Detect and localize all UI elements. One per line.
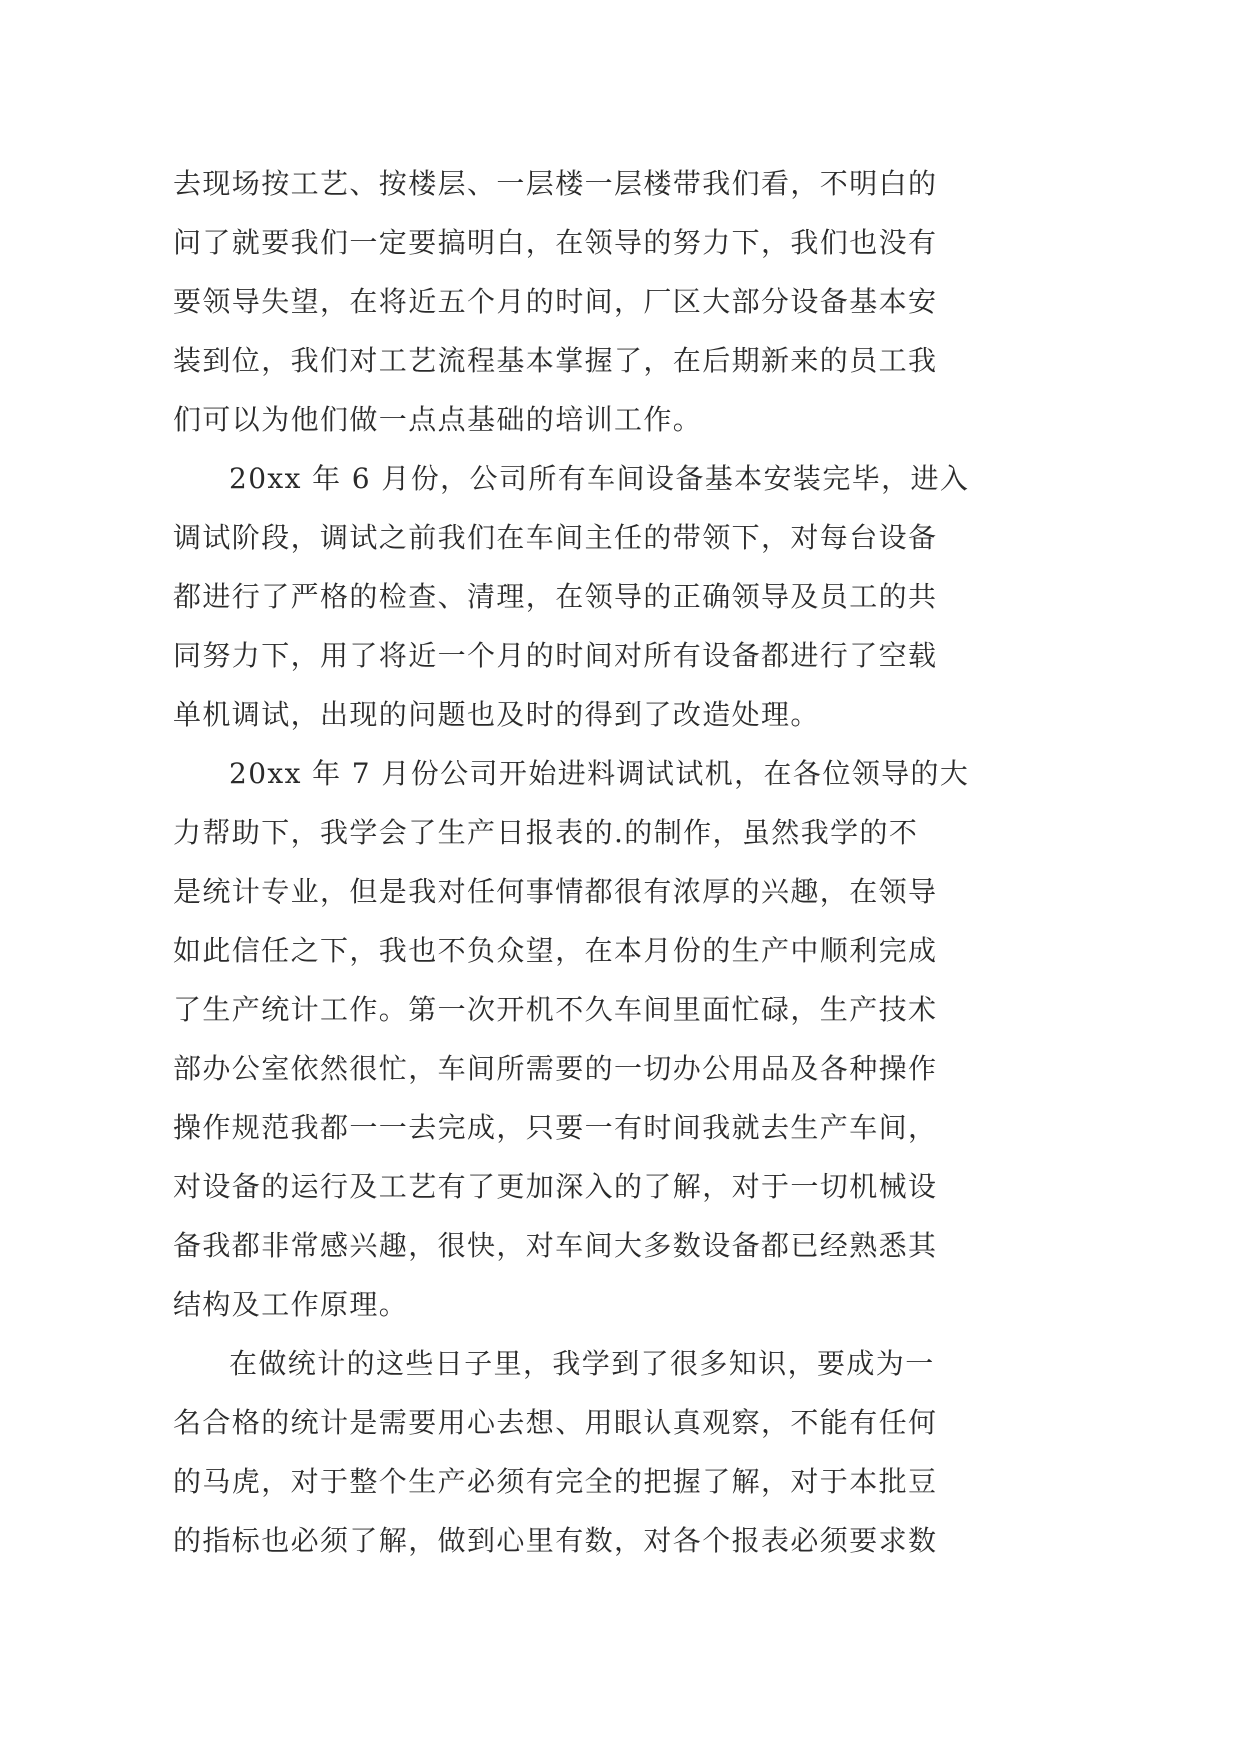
- text-line: 单机调试，出现的问题也及时的得到了改造处理。: [173, 698, 820, 731]
- text-line: 都进行了严格的检查、清理，在领导的正确领导及员工的共: [173, 580, 938, 613]
- paragraph-statistics: [173, 1334, 973, 1570]
- text-line: 要领导失望，在将近五个月的时间，厂区大部分设备基本安: [173, 285, 938, 318]
- text-line: 结构及工作原理。: [173, 1288, 409, 1321]
- text-line: 20xx 年 7 月份公司开始进料调试试机，在各位领导的大: [229, 757, 970, 790]
- text-line: 的指标也必须了解，做到心里有数，对各个报表必须要求数: [173, 1524, 938, 1557]
- text-line: 装到位，我们对工艺流程基本掌握了，在后期新来的员工我: [173, 344, 938, 377]
- text-line: 问了就要我们一定要搞明白，在领导的努力下，我们也没有: [173, 226, 938, 259]
- text-line: 对设备的运行及工艺有了更加深入的了解，对于一切机械设: [173, 1170, 938, 1203]
- text-line: 如此信任之下，我也不负众望，在本月份的生产中顺利完成: [173, 934, 938, 967]
- text-line: 力帮助下，我学会了生产日报表的.的制作，虽然我学的不: [173, 816, 919, 849]
- paragraph-continued: [173, 154, 973, 449]
- text-line: 了生产统计工作。第一次开机不久车间里面忙碌，生产技术: [173, 993, 938, 1026]
- text-line: 在做统计的这些日子里，我学到了很多知识，要成为一: [229, 1347, 935, 1380]
- document-body: [173, 154, 973, 1570]
- text-line: 们可以为他们做一点点基础的培训工作。: [173, 403, 703, 436]
- text-line: 操作规范我都一一去完成，只要一有时间我就去生产车间，: [173, 1111, 938, 1144]
- paragraph-june: [173, 449, 973, 744]
- text-line: 去现场按工艺、按楼层、一层楼一层楼带我们看，不明白的: [173, 167, 938, 200]
- text-line: 名合格的统计是需要用心去想、用眼认真观察，不能有任何: [173, 1406, 938, 1439]
- paragraph-july: [173, 744, 973, 1334]
- text-line: 的马虎，对于整个生产必须有完全的把握了解，对于本批豆: [173, 1465, 938, 1498]
- text-line: 同努力下，用了将近一个月的时间对所有设备都进行了空载: [173, 639, 938, 672]
- text-line: 备我都非常感兴趣，很快，对车间大多数设备都已经熟悉其: [173, 1229, 938, 1262]
- text-line: 调试阶段，调试之前我们在车间主任的带领下，对每台设备: [173, 521, 938, 554]
- text-line: 20xx 年 6 月份，公司所有车间设备基本安装完毕，进入: [229, 462, 970, 495]
- text-line: 是统计专业，但是我对任何事情都很有浓厚的兴趣，在领导: [173, 875, 938, 908]
- text-line: 部办公室依然很忙，车间所需要的一切办公用品及各种操作: [173, 1052, 938, 1085]
